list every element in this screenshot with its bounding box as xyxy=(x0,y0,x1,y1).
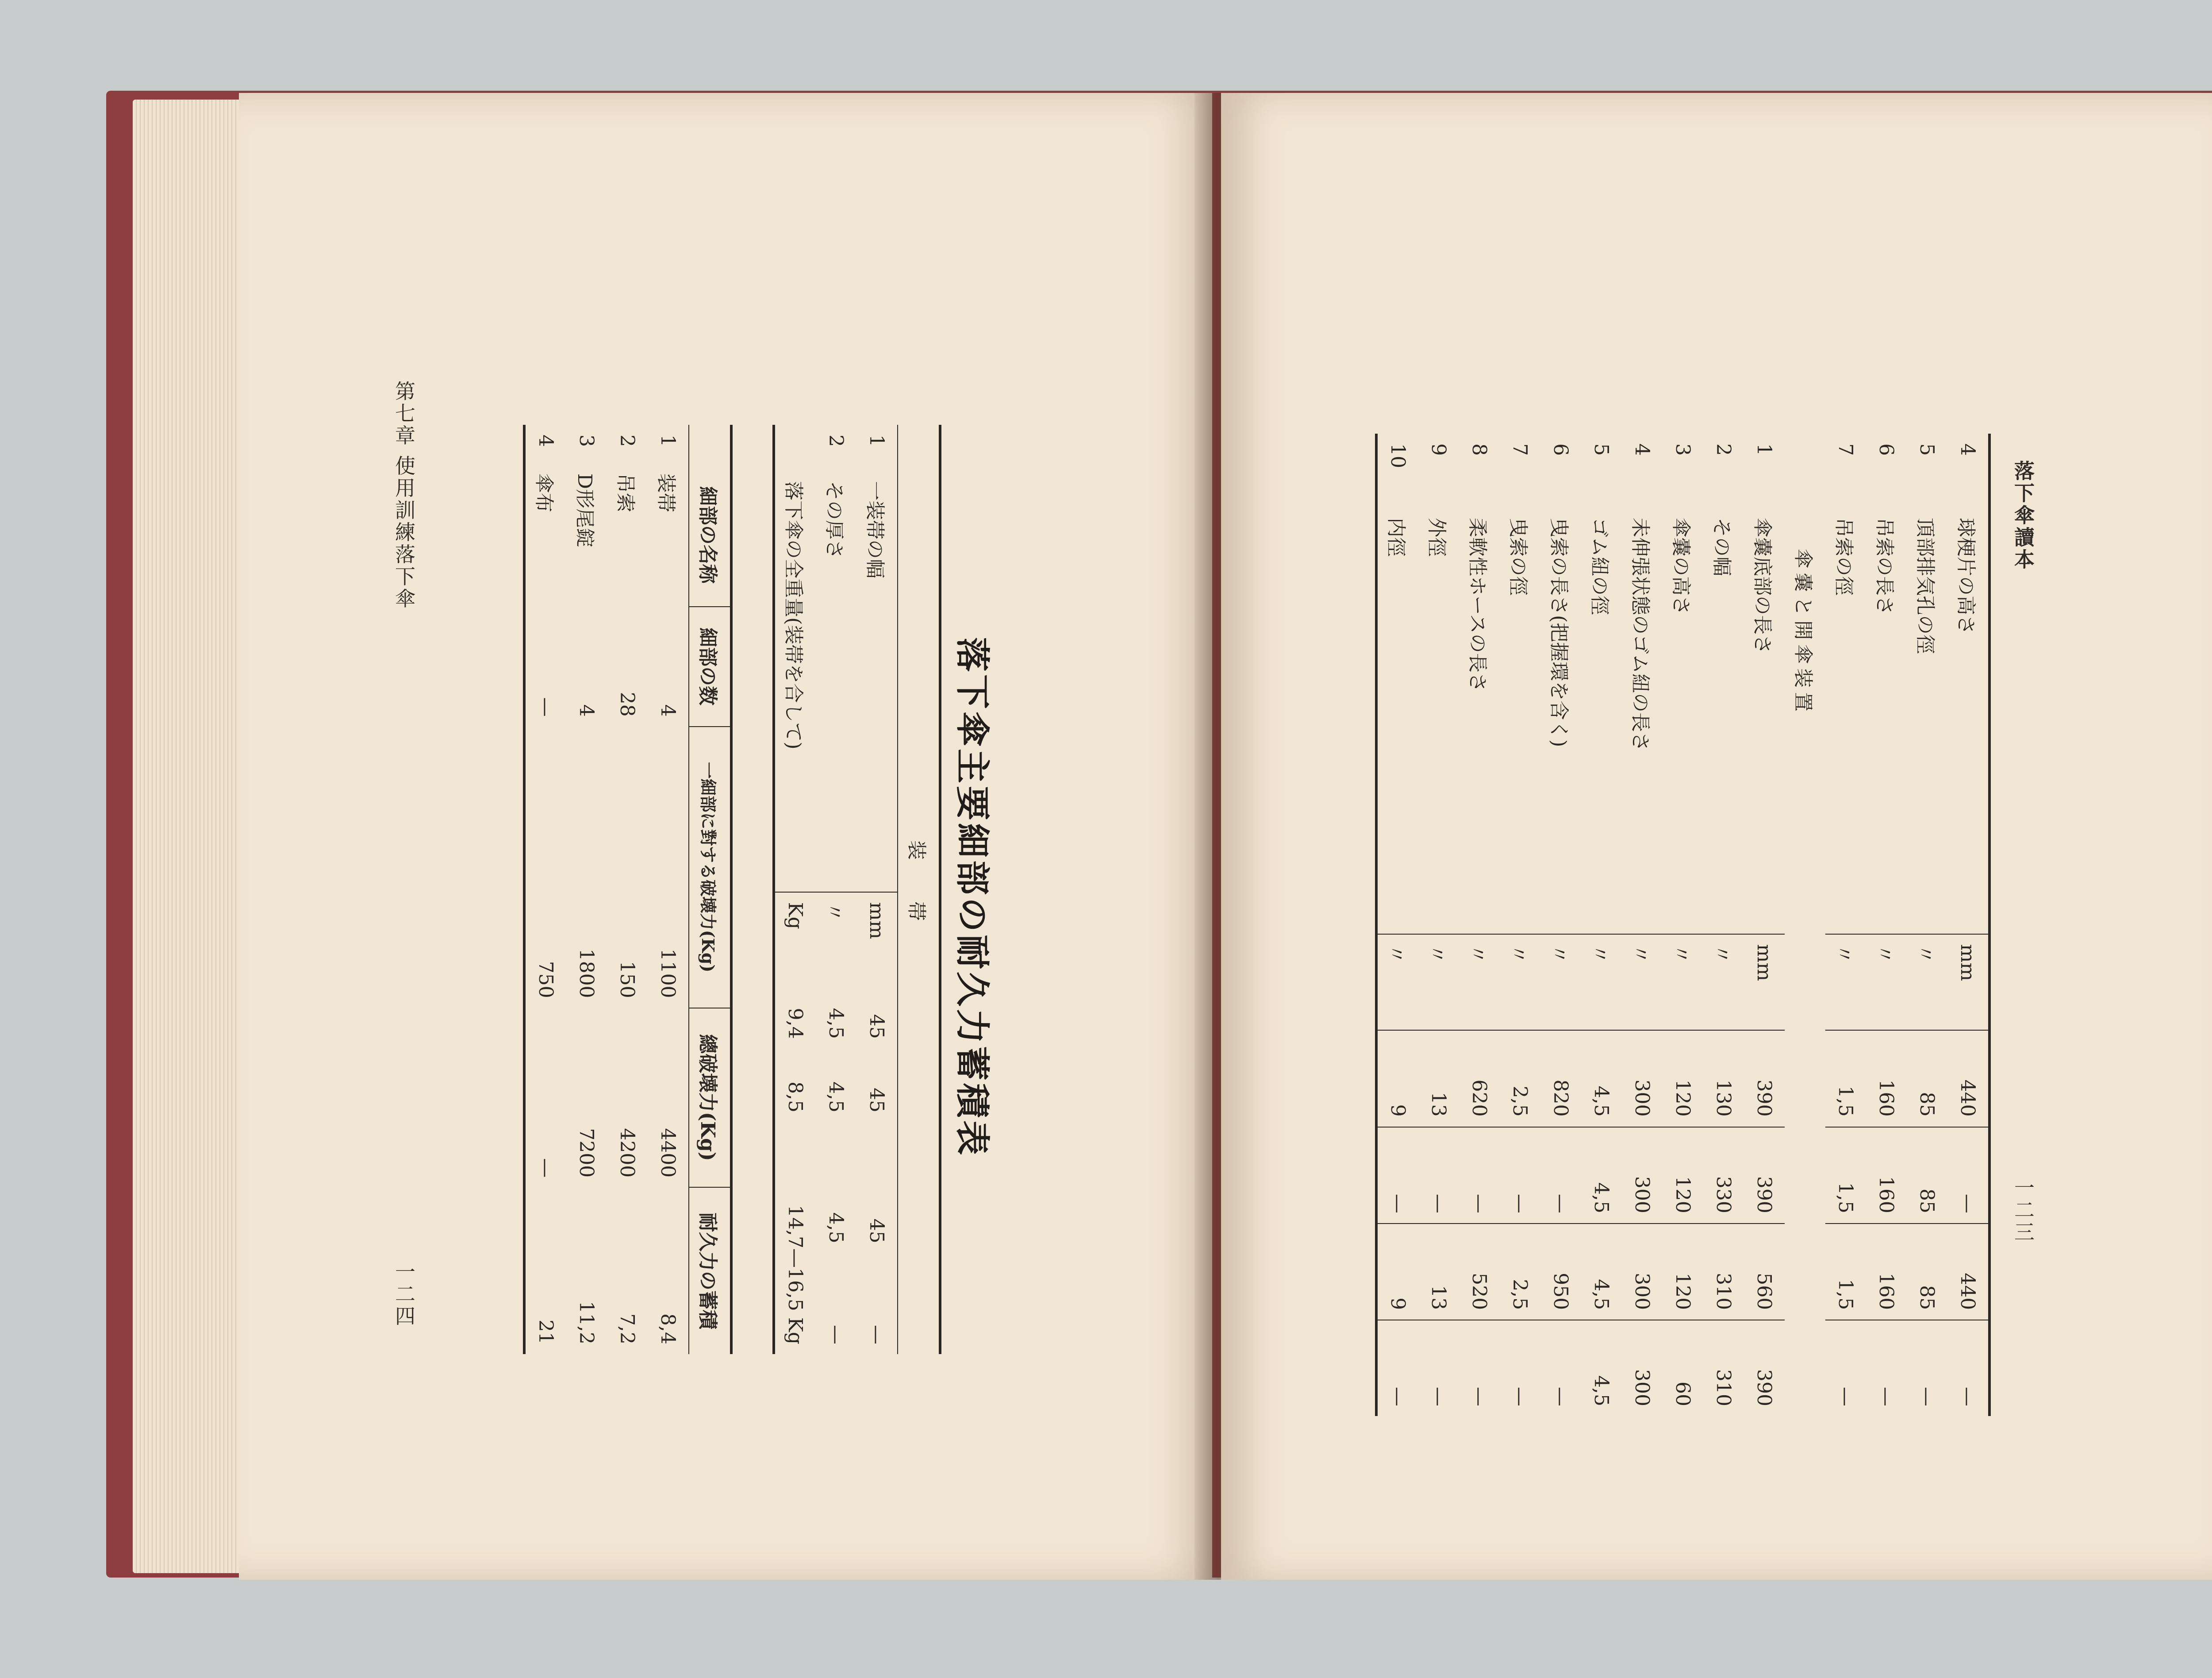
value-4: — xyxy=(1947,1320,1989,1416)
row-item: 落下傘の全重量(装帯を合して) xyxy=(782,481,805,750)
row-break-each: 750 xyxy=(534,961,557,998)
table-row xyxy=(1500,434,1540,1416)
row-item: 頂部排気孔の徑 xyxy=(1914,518,1936,654)
table-row xyxy=(607,425,648,1354)
row-total: — xyxy=(534,1158,557,1178)
row-durability: 11,2 xyxy=(575,1301,598,1344)
row-unit: 〃 xyxy=(1622,934,1663,1030)
value-4: 300 xyxy=(1622,1320,1663,1416)
row-item: 柔軟性ホースの長さ xyxy=(1466,518,1489,692)
table-row xyxy=(1459,434,1500,1416)
table-row xyxy=(566,425,607,1354)
row-item: 未伸張状態のゴム紐の長さ xyxy=(1629,518,1651,751)
value-1: 13 xyxy=(1418,1030,1459,1127)
right-table xyxy=(1375,434,1991,1416)
table-row xyxy=(1825,434,1866,1416)
value-3: 1,5 xyxy=(1825,1224,1866,1320)
right-rotated-content xyxy=(1375,434,1991,1416)
row-total: 7200 xyxy=(575,1128,598,1178)
header-break-each: 一細部に對する破壊力(Kg) xyxy=(689,727,731,1008)
row-count: 28 xyxy=(616,692,639,717)
row-total: 4400 xyxy=(657,1128,680,1178)
value-1: 9 xyxy=(1376,1030,1418,1127)
row-item: 吊索の長さ xyxy=(1873,518,1896,615)
header-total: 總破壊力(Kg) xyxy=(689,1008,731,1188)
row-unit: 〃 xyxy=(1376,934,1418,1030)
table-a-section-row xyxy=(898,425,940,1354)
value-1: 120 xyxy=(1663,1030,1703,1127)
value-1: 620 xyxy=(1459,1030,1500,1127)
row-unit: mm xyxy=(856,892,898,975)
table-b-header xyxy=(689,425,731,1354)
row-durability: 8,4 xyxy=(657,1313,680,1344)
value-3: 950 xyxy=(1540,1224,1581,1320)
row-item: 傘嚢底部の長さ xyxy=(1751,518,1774,654)
row-break-each: 150 xyxy=(616,961,639,998)
value-3: 300 xyxy=(1622,1224,1663,1320)
table-row xyxy=(1581,434,1622,1416)
left-page xyxy=(239,93,1212,1580)
value-2: 85 xyxy=(1907,1127,1947,1224)
value-2: 300 xyxy=(1622,1127,1663,1224)
row-item: 一装帯の幅 xyxy=(864,481,886,579)
header-name: 細部の名称 xyxy=(696,486,719,584)
row-durability: 7,2 xyxy=(616,1313,639,1344)
row-item: 球梗片の高さ xyxy=(1955,518,1977,635)
value-2: 4,5 xyxy=(1581,1127,1622,1224)
table-row xyxy=(1376,434,1418,1416)
table-row xyxy=(774,425,816,1354)
row-unit: 〃 xyxy=(1866,934,1907,1030)
right-page xyxy=(1221,93,2212,1580)
row-item: 曳索の長さ(把握環を含く) xyxy=(1548,518,1570,747)
row-number: 8 xyxy=(1468,443,1491,456)
table-b xyxy=(523,425,733,1354)
value-4: 4,5 xyxy=(1581,1320,1622,1416)
row-count: — xyxy=(534,697,557,717)
page-edges-left xyxy=(133,100,239,1573)
value-3: 310 xyxy=(1703,1224,1744,1320)
row-number: 4 xyxy=(1956,443,1979,456)
row-unit: 〃 xyxy=(1703,934,1744,1030)
value-2: — xyxy=(1459,1127,1500,1224)
left-rotated-content xyxy=(523,425,1000,1398)
value-4: — xyxy=(865,1325,888,1344)
row-number: 5 xyxy=(1916,443,1939,456)
row-number: 4 xyxy=(534,435,557,447)
value-4: 310 xyxy=(1703,1320,1744,1416)
value-3: 4,5 xyxy=(825,1212,848,1243)
value-4: — xyxy=(1866,1320,1907,1416)
value-2: 390 xyxy=(1744,1127,1785,1224)
row-number xyxy=(774,425,816,471)
row-name: 装帯 xyxy=(655,473,677,512)
row-number: 1 xyxy=(1753,443,1776,456)
row-number: 6 xyxy=(1549,443,1572,456)
row-unit: 〃 xyxy=(1825,934,1866,1030)
row-unit: mm xyxy=(1744,934,1785,1030)
value-3: 2,5 xyxy=(1500,1224,1540,1320)
table-row xyxy=(1418,434,1459,1416)
row-number: 1 xyxy=(865,435,888,447)
value-1: 4,5 xyxy=(1581,1030,1622,1127)
table-row xyxy=(648,425,689,1354)
value-2: — xyxy=(1540,1127,1581,1224)
value-3: 4,5 xyxy=(1581,1224,1622,1320)
row-name: 吊索 xyxy=(614,473,637,512)
row-item: 曳索の徑 xyxy=(1507,518,1529,596)
table-row xyxy=(1540,434,1581,1416)
row-unit: 〃 xyxy=(1907,934,1947,1030)
value-3: 14,7—16,5 Kg xyxy=(784,1205,807,1344)
value-1: 390 xyxy=(1744,1030,1785,1127)
table-a xyxy=(772,425,941,1354)
subsection-row xyxy=(1785,434,1825,1416)
right-page-number: 一二三 xyxy=(2011,1177,2035,1243)
row-unit: 〃 xyxy=(1418,934,1459,1030)
value-3: 85 xyxy=(1907,1224,1947,1320)
table-row xyxy=(1907,434,1947,1416)
row-number: 2 xyxy=(1712,443,1735,456)
value-2: — xyxy=(1947,1127,1989,1224)
row-unit: mm xyxy=(1947,934,1989,1030)
row-item: その厚さ xyxy=(823,481,845,559)
row-number: 2 xyxy=(825,435,848,447)
value-3: 560 xyxy=(1744,1224,1785,1320)
value-2: 330 xyxy=(1703,1127,1744,1224)
row-count: 4 xyxy=(575,704,598,717)
value-1: 45 xyxy=(865,1014,888,1039)
value-3: 120 xyxy=(1663,1224,1703,1320)
value-4: — xyxy=(1500,1320,1540,1416)
row-number: 2 xyxy=(616,435,639,447)
table-row xyxy=(524,425,566,1354)
row-number: 4 xyxy=(1631,443,1654,456)
row-name: D形尾錠 xyxy=(573,473,596,548)
value-1: 4,5 xyxy=(825,1008,848,1039)
table-row xyxy=(1744,434,1785,1416)
value-3: 45 xyxy=(865,1218,888,1243)
value-1: 160 xyxy=(1866,1030,1907,1127)
value-4: 390 xyxy=(1744,1320,1785,1416)
value-2: 8,5 xyxy=(784,1081,807,1112)
value-1: 85 xyxy=(1907,1030,1947,1127)
row-unit: 〃 xyxy=(816,892,856,975)
value-4: — xyxy=(1540,1320,1581,1416)
row-unit: 〃 xyxy=(1663,934,1703,1030)
value-4: — xyxy=(825,1325,848,1344)
table-a-section: 装 帯 xyxy=(898,425,940,1354)
value-3: 160 xyxy=(1866,1224,1907,1320)
row-unit: 〃 xyxy=(1459,934,1500,1030)
left-page-number: 一二四 xyxy=(392,1261,416,1328)
table-row xyxy=(1663,434,1703,1416)
table-title: 落下傘主要細部の耐久力蓄積表 xyxy=(952,637,992,1158)
value-1: 1,5 xyxy=(1825,1030,1866,1127)
table-row xyxy=(1947,434,1989,1416)
value-2: 45 xyxy=(865,1087,888,1112)
table-row xyxy=(1703,434,1744,1416)
value-1: 9,4 xyxy=(784,1008,807,1039)
value-4: — xyxy=(1376,1320,1418,1416)
row-number: 3 xyxy=(575,435,598,447)
table-row xyxy=(1866,434,1907,1416)
value-4: 60 xyxy=(1663,1320,1703,1416)
row-item: 傘嚢の高さ xyxy=(1670,518,1692,615)
value-4: — xyxy=(1418,1320,1459,1416)
row-durability: 21 xyxy=(534,1320,557,1344)
value-4: — xyxy=(1907,1320,1947,1416)
value-2: 4,5 xyxy=(825,1081,848,1112)
value-2: — xyxy=(1500,1127,1540,1224)
value-1: 130 xyxy=(1703,1030,1744,1127)
row-total: 4200 xyxy=(616,1128,639,1178)
row-count: 4 xyxy=(657,704,680,717)
row-item: 外徑 xyxy=(1425,518,1448,557)
row-unit: 〃 xyxy=(1500,934,1540,1030)
row-unit: Kg xyxy=(774,892,816,975)
row-name: 傘布 xyxy=(533,473,555,512)
value-3: 9 xyxy=(1376,1224,1418,1320)
value-3: 440 xyxy=(1947,1224,1989,1320)
row-unit: 〃 xyxy=(1581,934,1622,1030)
row-break-each: 1100 xyxy=(657,948,680,998)
row-item: 吊索の徑 xyxy=(1832,518,1855,596)
row-number: 9 xyxy=(1427,443,1450,456)
value-3: 520 xyxy=(1459,1224,1500,1320)
row-number: 5 xyxy=(1590,443,1613,456)
row-number: 10 xyxy=(1386,443,1409,468)
left-running-head: 第七章 使用訓練落下傘 xyxy=(392,381,416,610)
table-row xyxy=(816,425,856,1354)
value-2: 120 xyxy=(1663,1127,1703,1224)
value-2: 160 xyxy=(1866,1127,1907,1224)
row-item: ゴム紐の徑 xyxy=(1588,518,1611,615)
value-1: 820 xyxy=(1540,1030,1581,1127)
value-1: 2,5 xyxy=(1500,1030,1540,1127)
row-item: その幅 xyxy=(1710,518,1733,576)
header-blank xyxy=(689,425,731,464)
row-number: 7 xyxy=(1509,443,1532,456)
row-number: 3 xyxy=(1671,443,1694,456)
row-item: 内徑 xyxy=(1385,518,1407,557)
value-2: — xyxy=(1418,1127,1459,1224)
row-unit: 〃 xyxy=(1540,934,1581,1030)
value-1: 300 xyxy=(1622,1030,1663,1127)
table-row xyxy=(856,425,898,1354)
value-3: 13 xyxy=(1418,1224,1459,1320)
row-number: 6 xyxy=(1875,443,1898,456)
right-running-head: 落下傘讀本 xyxy=(2011,460,2035,571)
row-break-each: 1800 xyxy=(575,948,598,998)
value-2: — xyxy=(1376,1127,1418,1224)
value-1: 440 xyxy=(1947,1030,1989,1127)
row-number: 7 xyxy=(1834,443,1857,456)
subsection-title: 傘嚢と開傘装置 xyxy=(1792,549,1814,716)
table-row xyxy=(1622,434,1663,1416)
value-4: — xyxy=(1459,1320,1500,1416)
header-durability: 耐久力の蓄積 xyxy=(689,1187,731,1354)
value-2: 1,5 xyxy=(1825,1127,1866,1224)
header-count: 細部の数 xyxy=(689,607,731,727)
row-number: 1 xyxy=(657,435,680,447)
value-4: — xyxy=(1825,1320,1866,1416)
